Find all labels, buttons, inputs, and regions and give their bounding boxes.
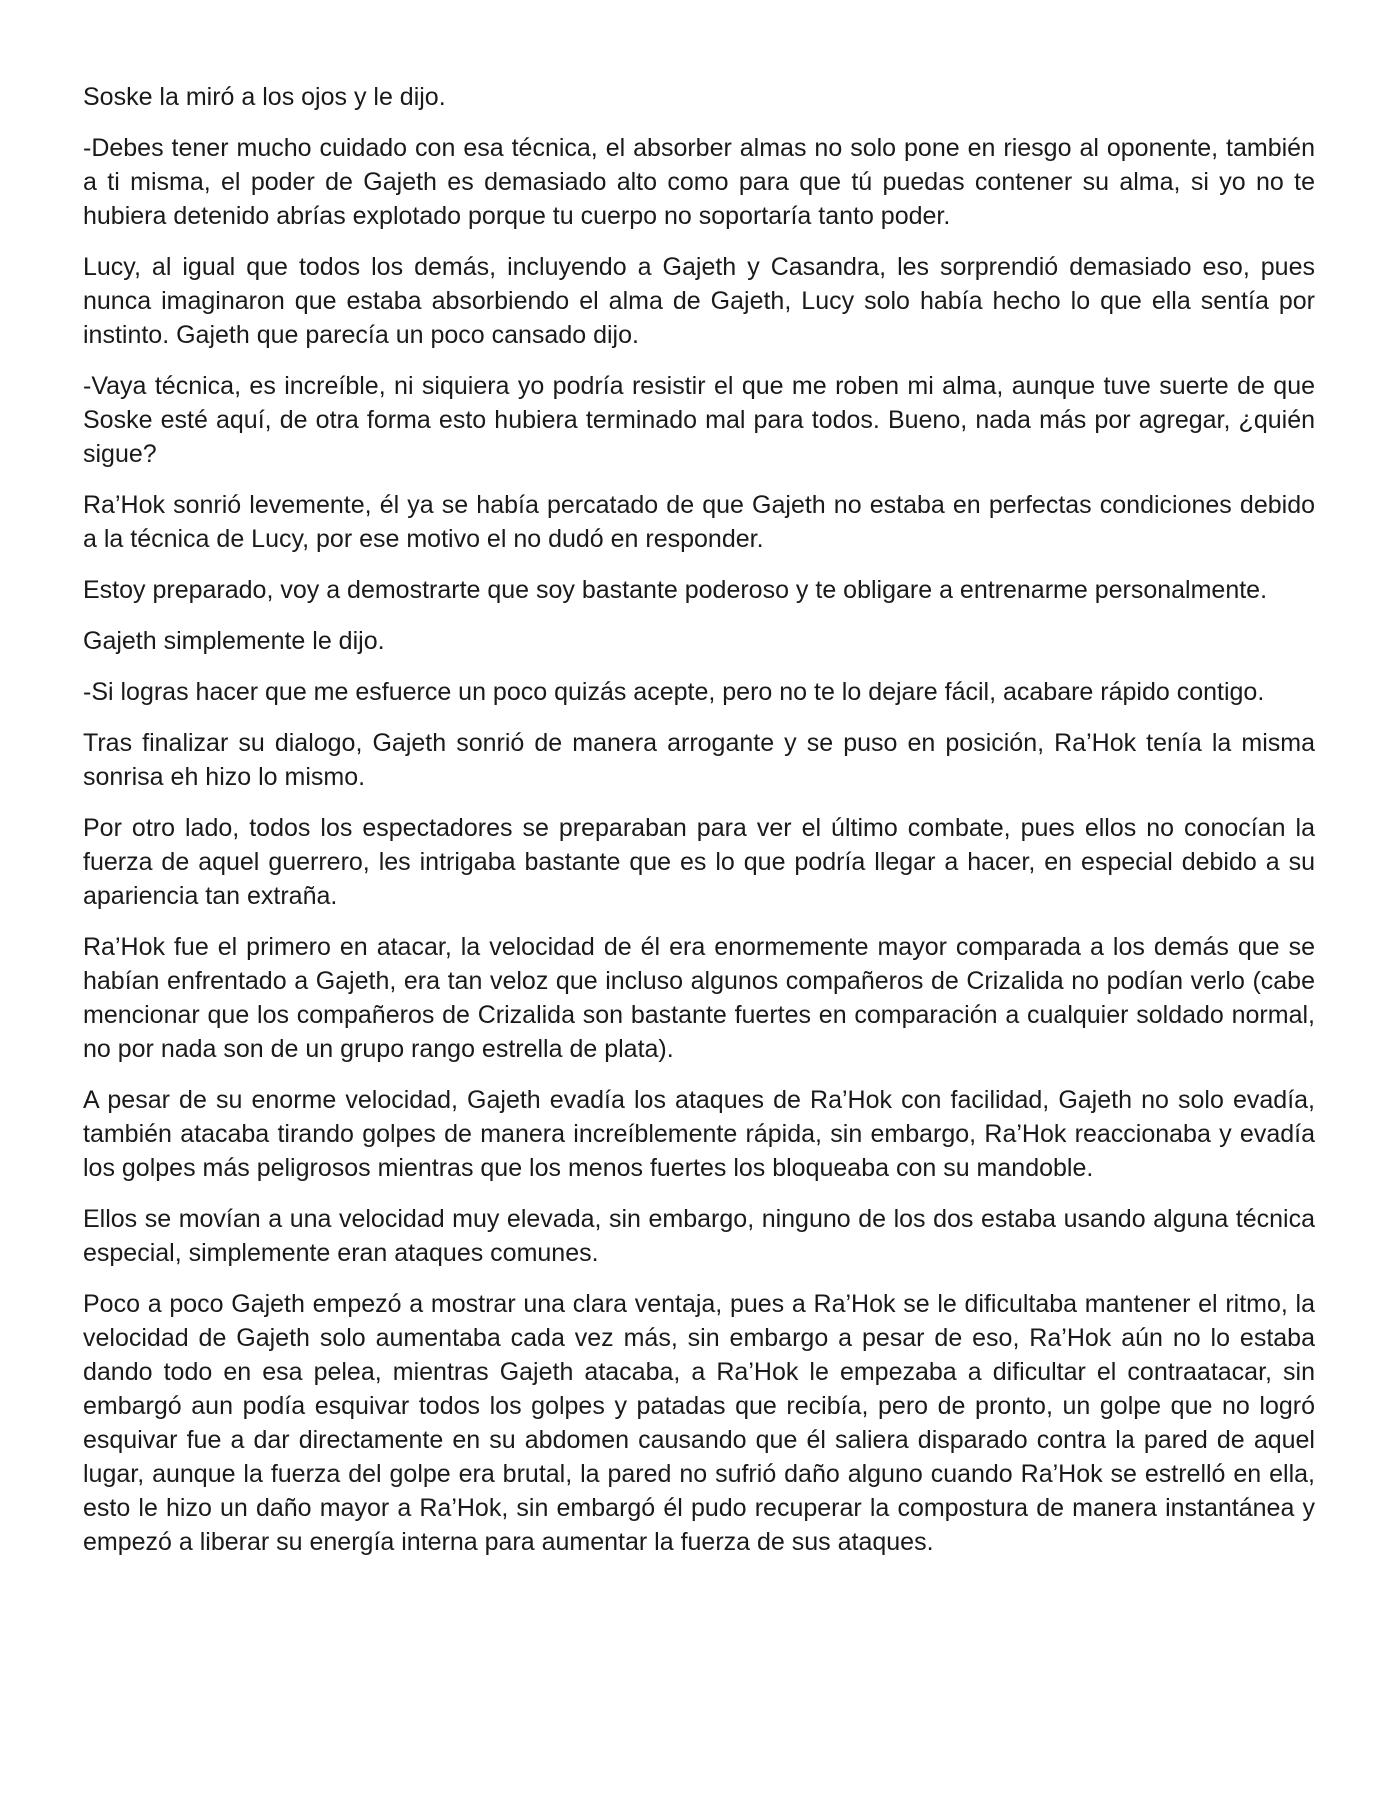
paragraph: Soske la miró a los ojos y le dijo. — [83, 83, 446, 111]
paragraph: Estoy preparado, voy a demostrarte que soy bastante poderoso y te obligare a entrenarme personalmente. — [83, 576, 1268, 604]
paragraph: -Debes tener mucho cuidado con esa técnica, el absorber almas no solo pone en riesgo al oponente, también a ti misma, el poder de Gajeth es demasiado alto como para que tú puedas contener su alma, si yo no te hubiera detenido abrías explotado porque tu cuerpo no soportaría tanto poder. — [83, 134, 1315, 230]
document-page — [83, 80, 1315, 1576]
paragraph: Gajeth simplemente le dijo. — [83, 627, 385, 655]
paragraph: Poco a poco Gajeth empezó a mostrar una clara ventaja, pues a Ra’Hok se le dificultaba mantener el ritmo, la velocidad de Gajeth solo aumentaba cada vez más, sin embargo a pesar de eso, Ra’Hok aún no lo estaba dando todo en esa pelea, mientras Gajeth atacaba, a Ra’Hok le empezaba a dificultar el contraatacar, sin embargó aun podía esquivar todos los golpes y patadas que recibía, pero de pronto, un golpe que no logró esquivar fue a dar directamente en su abdomen causando que él saliera disparado contra la pared de aquel lugar, aunque la fuerza del golpe era brutal, la pared no sufrió daño alguno cuando Ra’Hok se estrelló en ella, esto le hizo un daño mayor a Ra’Hok, sin embargó él pudo recuperar la compostura de manera instantánea y empezó a liberar su energía interna para aumentar la fuerza de sus ataques. — [83, 1290, 1315, 1556]
paragraph: Lucy, al igual que todos los demás, incluyendo a Gajeth y Casandra, les sorprendió demasiado eso, pues nunca imaginaron que estaba absorbiendo el alma de Gajeth, Lucy solo había hecho lo que ella sentía por instinto. Gajeth que parecía un poco cansado dijo. — [83, 253, 1315, 349]
paragraph: A pesar de su enorme velocidad, Gajeth evadía los ataques de Ra’Hok con facilidad, Gajeth no solo evadía, también atacaba tirando golpes de manera increíblemente rápida, sin embargo, Ra’Hok reaccionaba y evadía los golpes más peligrosos mientras que los menos fuertes los bloqueaba con su mandoble. — [83, 1086, 1315, 1182]
paragraph: Por otro lado, todos los espectadores se preparaban para ver el último combate, pues ellos no conocían la fuerza de aquel guerrero, les intrigaba bastante que es lo que podría llegar a hacer, en especial debido a su apariencia tan extraña. — [83, 814, 1315, 910]
paragraph: Tras finalizar su dialogo, Gajeth sonrió de manera arrogante y se puso en posición, Ra’Hok tenía la misma sonrisa eh hizo lo mismo. — [83, 729, 1315, 791]
paragraph: Ra’Hok fue el primero en atacar, la velocidad de él era enormemente mayor comparada a los demás que se habían enfrentado a Gajeth, era tan veloz que incluso algunos compañeros de Crizalida no podían verlo (cabe mencionar que los compañeros de Crizalida son bastante fuertes en comparación a cualquier soldado normal, no por nada son de un grupo rango estrella de plata). — [83, 933, 1315, 1063]
paragraph: Ellos se movían a una velocidad muy elevada, sin embargo, ninguno de los dos estaba usando alguna técnica especial, simplemente eran ataques comunes. — [83, 1205, 1315, 1267]
paragraph: Ra’Hok sonrió levemente, él ya se había percatado de que Gajeth no estaba en perfectas condiciones debido a la técnica de Lucy, por ese motivo el no dudó en responder. — [83, 491, 1315, 553]
paragraph: -Si logras hacer que me esfuerce un poco quizás acepte, pero no te lo dejare fácil, acabare rápido contigo. — [83, 678, 1265, 706]
paragraph: -Vaya técnica, es increíble, ni siquiera yo podría resistir el que me roben mi alma, aunque tuve suerte de que Soske esté aquí, de otra forma esto hubiera terminado mal para todos. Bueno, nada más por agregar, ¿quién sigue? — [83, 372, 1315, 468]
